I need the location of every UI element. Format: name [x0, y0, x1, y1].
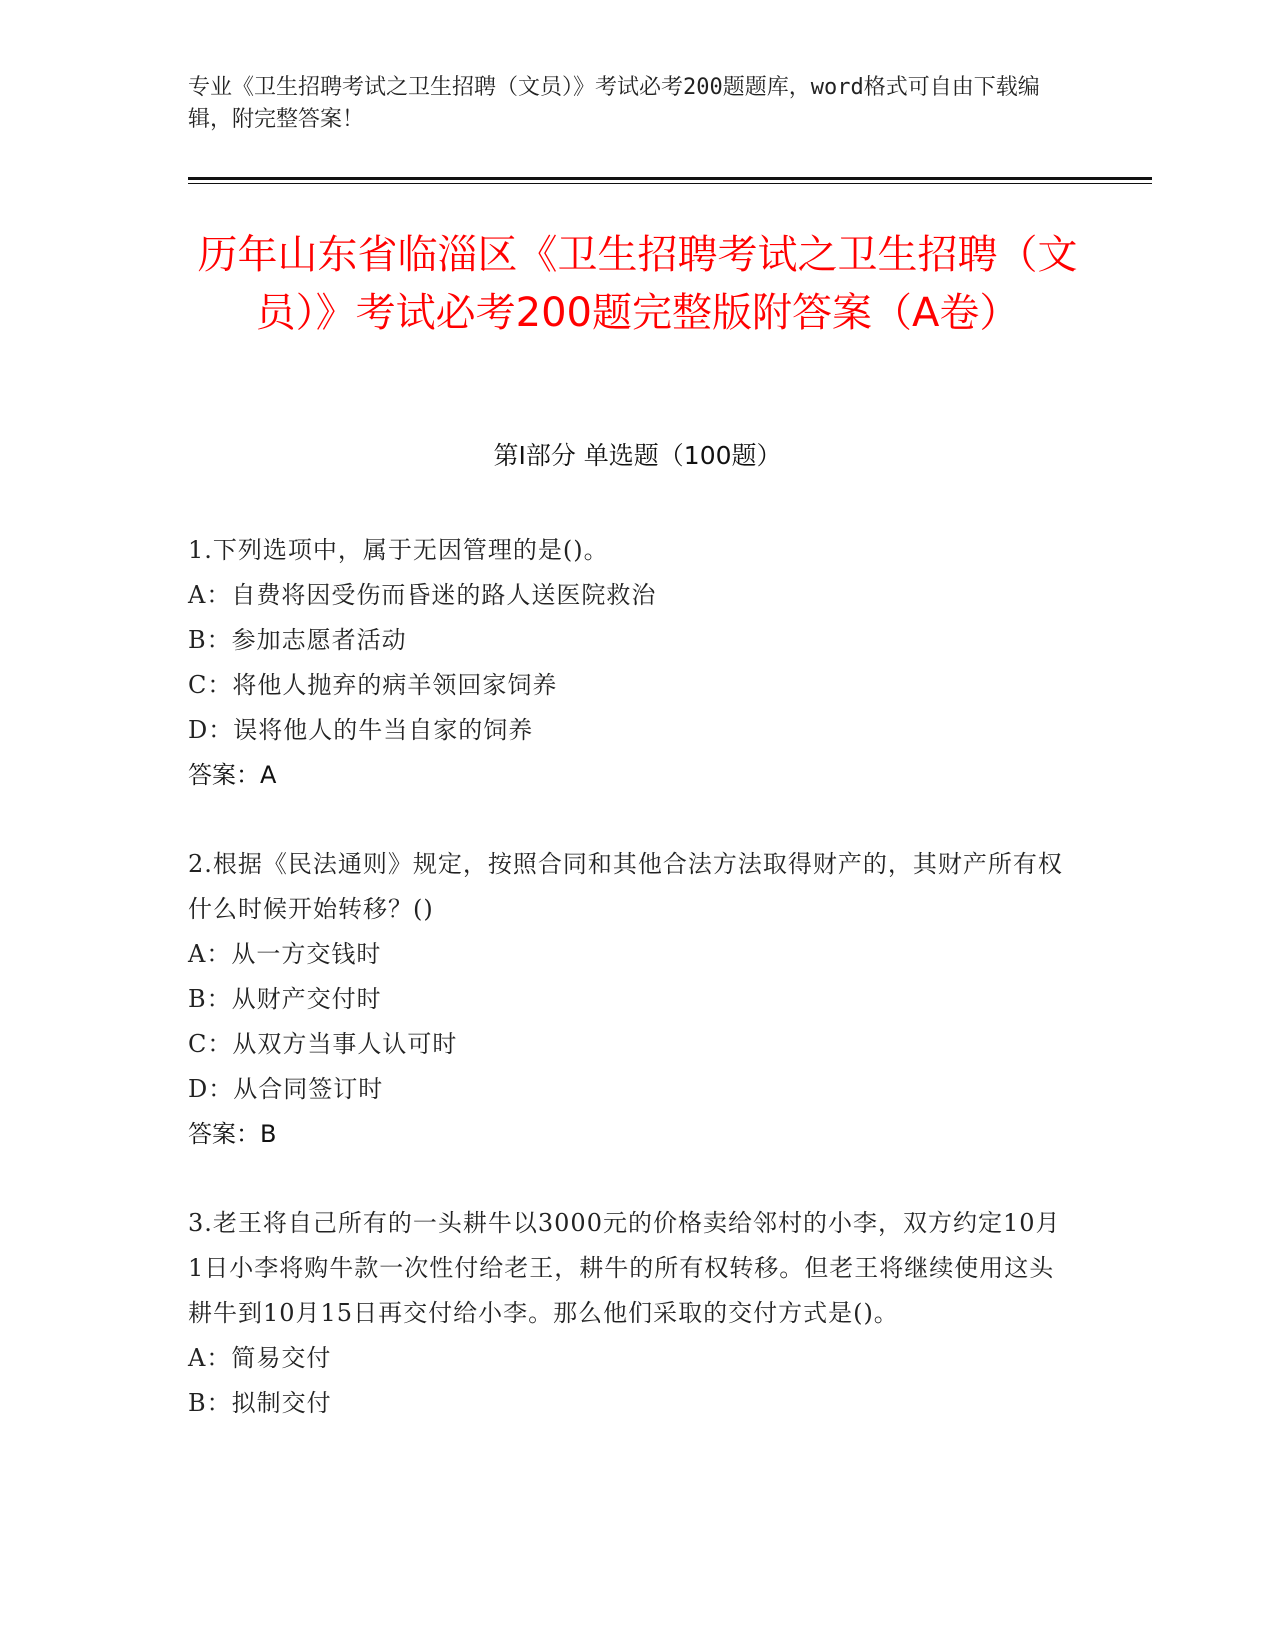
question-stem: 2.根据《民法通则》规定，按照合同和其他合法方法取得财产的，其财产所有权什么时候开始转移？() — [188, 850, 1063, 923]
question-option-b: B：拟制交付 — [188, 1389, 332, 1417]
question-option-c: C：将他人抛弃的病羊领回家饲养 — [188, 671, 558, 699]
question-answer: 答案：A — [188, 761, 277, 789]
question-item-1 — [188, 528, 1073, 798]
header-note: 专业《卫生招聘考试之卫生招聘（文员）》考试必考200题题库，word格式可自由下载编辑，附完整答案！ — [188, 75, 1040, 132]
question-option-a: A：自费将因受伤而昏迷的路人送医院救治 — [188, 581, 657, 609]
question-stem: 3.老王将自己所有的一头耕牛以3000元的价格卖给邻村的小李，双方约定10月1日小李将购牛款一次性付给老王，耕牛的所有权转移。但老王将继续使用这头耕牛到10月15日再交付给小李。那么他们采取的交付方式是()。 — [188, 1209, 1061, 1327]
question-answer: 答案：B — [188, 1120, 277, 1148]
question-option-a: A：简易交付 — [188, 1344, 332, 1372]
question-option-b: B：参加志愿者活动 — [188, 626, 407, 654]
question-item-2 — [188, 842, 1073, 1157]
question-stem: 1.下列选项中，属于无因管理的是()。 — [188, 536, 609, 564]
question-option-c: C：从双方当事人认可时 — [188, 1030, 458, 1058]
question-option-a: A：从一方交钱时 — [188, 940, 382, 968]
section-heading: 第Ⅰ部分 单选题（100题） — [493, 441, 782, 470]
question-option-d: D：从合同签订时 — [188, 1075, 384, 1103]
question-item-3 — [188, 1201, 1073, 1426]
document-title: 历年山东省临淄区《卫生招聘考试之卫生招聘（文员）》考试必考200题完整版附答案（A卷） — [197, 232, 1078, 336]
header-rule-thick — [188, 177, 1152, 180]
question-option-d: D：误将他人的牛当自家的饲养 — [188, 716, 534, 744]
header-rule-thin — [188, 183, 1152, 184]
question-list — [188, 528, 1073, 1470]
question-option-b: B：从财产交付时 — [188, 985, 382, 1013]
